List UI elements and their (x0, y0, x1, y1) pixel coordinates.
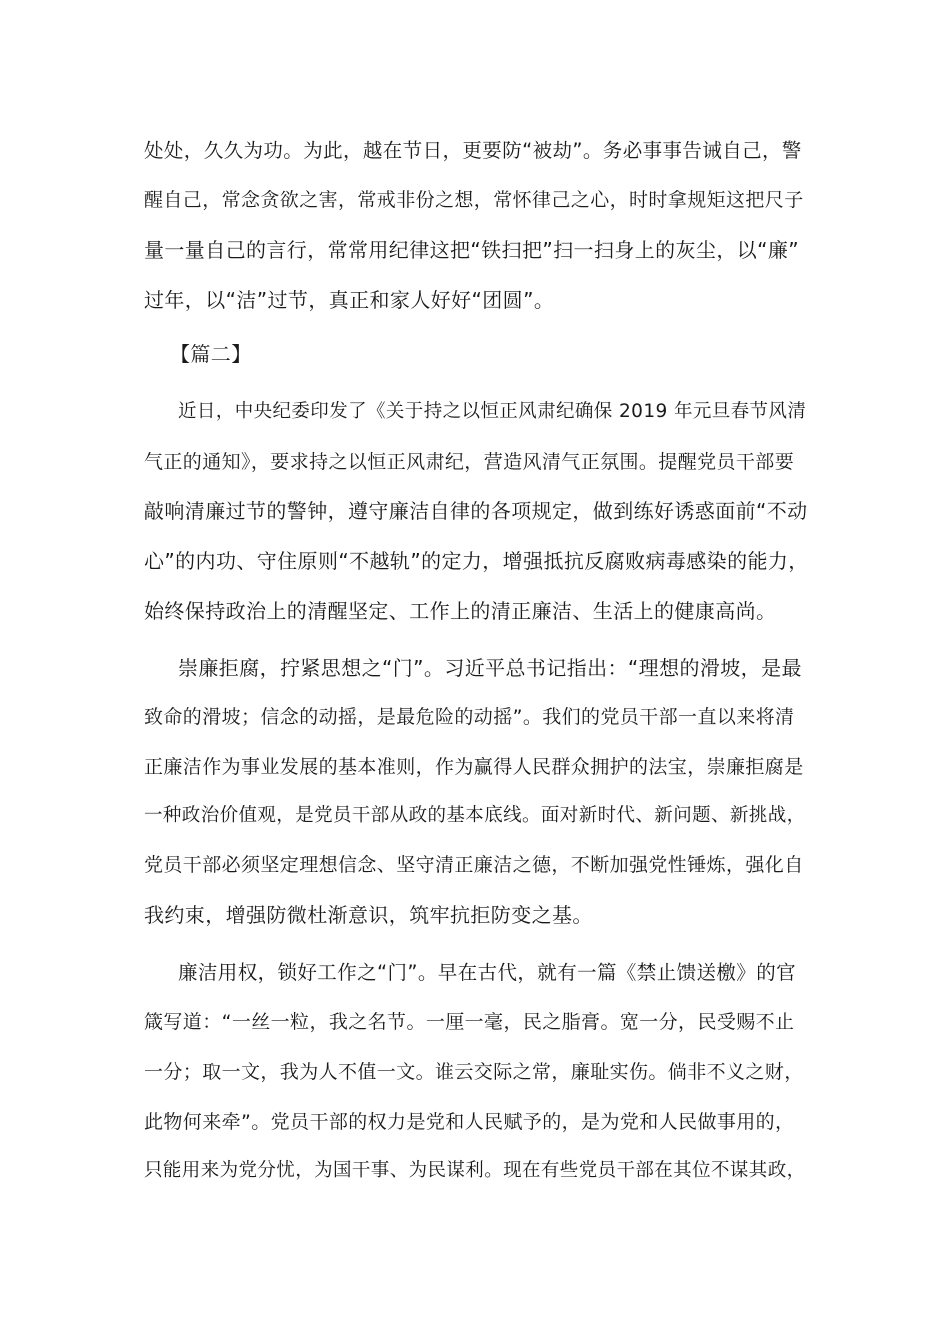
section-heading: 【篇二】 (170, 342, 252, 366)
text-line: 党员干部必须坚定理想信念、坚守清正廉洁之德，不断加强党性锤炼，强化自 (144, 854, 804, 876)
text-line: 我约束，增强防微杜渐意识，筑牢抗拒防变之基。 (144, 903, 593, 927)
text-line: 此物何来牵”。党员干部的权力是党和人民赋予的，是为党和人民做事用的， (144, 1111, 795, 1133)
text-line: 始终保持政治上的清醒坚定、工作上的清正廉洁、生活上的健康高尚。 (144, 599, 777, 623)
text-line: 致命的滑坡；信念的动摇，是最危险的动摇”。我们的党员干部一直以来将清 (144, 706, 795, 728)
text-line: 箴写道：“一丝一粒，我之名节。一厘一毫，民之脂膏。宽一分，民受赐不止 (144, 1011, 795, 1033)
text-line: 一种政治价值观，是党员干部从政的基本底线。面对新时代、新问题、新挑战， (144, 805, 806, 826)
text-line: 敲响清廉过节的警钟，遵守廉洁自律的各项规定，做到练好诱惑面前“不动 (144, 499, 808, 523)
text-line: 一分；取一文，我为人不值一文。谁云交际之常，廉耻实伤。倘非不义之财， (144, 1061, 804, 1083)
text-line: 正廉洁作为事业发展的基本准则，作为赢得人民群众拥护的法宝，崇廉拒腐是 (144, 756, 804, 778)
text-line: 心”的内功、守住原则“不越轨”的定力，增强抵抗反腐败病毒感染的能力， (144, 549, 809, 573)
text-line: 过年，以“洁”过节，真正和家人好好“团圆”。 (144, 288, 555, 312)
text-line: 量一量自己的言行，常常用纪律这把“铁扫把”扫一扫身上的灰尘，以“廉” (144, 238, 800, 262)
text-line: 醒自己，常念贪欲之害，常戒非份之想，常怀律己之心，时时拿规矩这把尺子 (144, 189, 804, 211)
text-line: 只能用来为党分忧，为国干事、为民谋利。现在有些党员干部在其位不谋其政， (144, 1160, 806, 1181)
text-line: 气正的通知》，要求持之以恒正风肃纪，营造风清气正氛围。提醒党员干部要 (144, 451, 795, 473)
text-line: 崇廉拒腐，拧紧思想之“门”。习近平总书记指出：“理想的滑坡，是最 (178, 656, 802, 680)
text-line: 处处，久久为功。为此，越在节日，更要防“被劫”。务必事事告诫自己，警 (144, 139, 802, 162)
text-line: 廉洁用权，锁好工作之“门”。早在古代，就有一篇《禁止馈送檄》的官 (178, 961, 797, 984)
text-line: 近日，中央纪委印发了《关于持之以恒正风肃纪确保 2019 年元旦春节风清 (178, 401, 807, 422)
